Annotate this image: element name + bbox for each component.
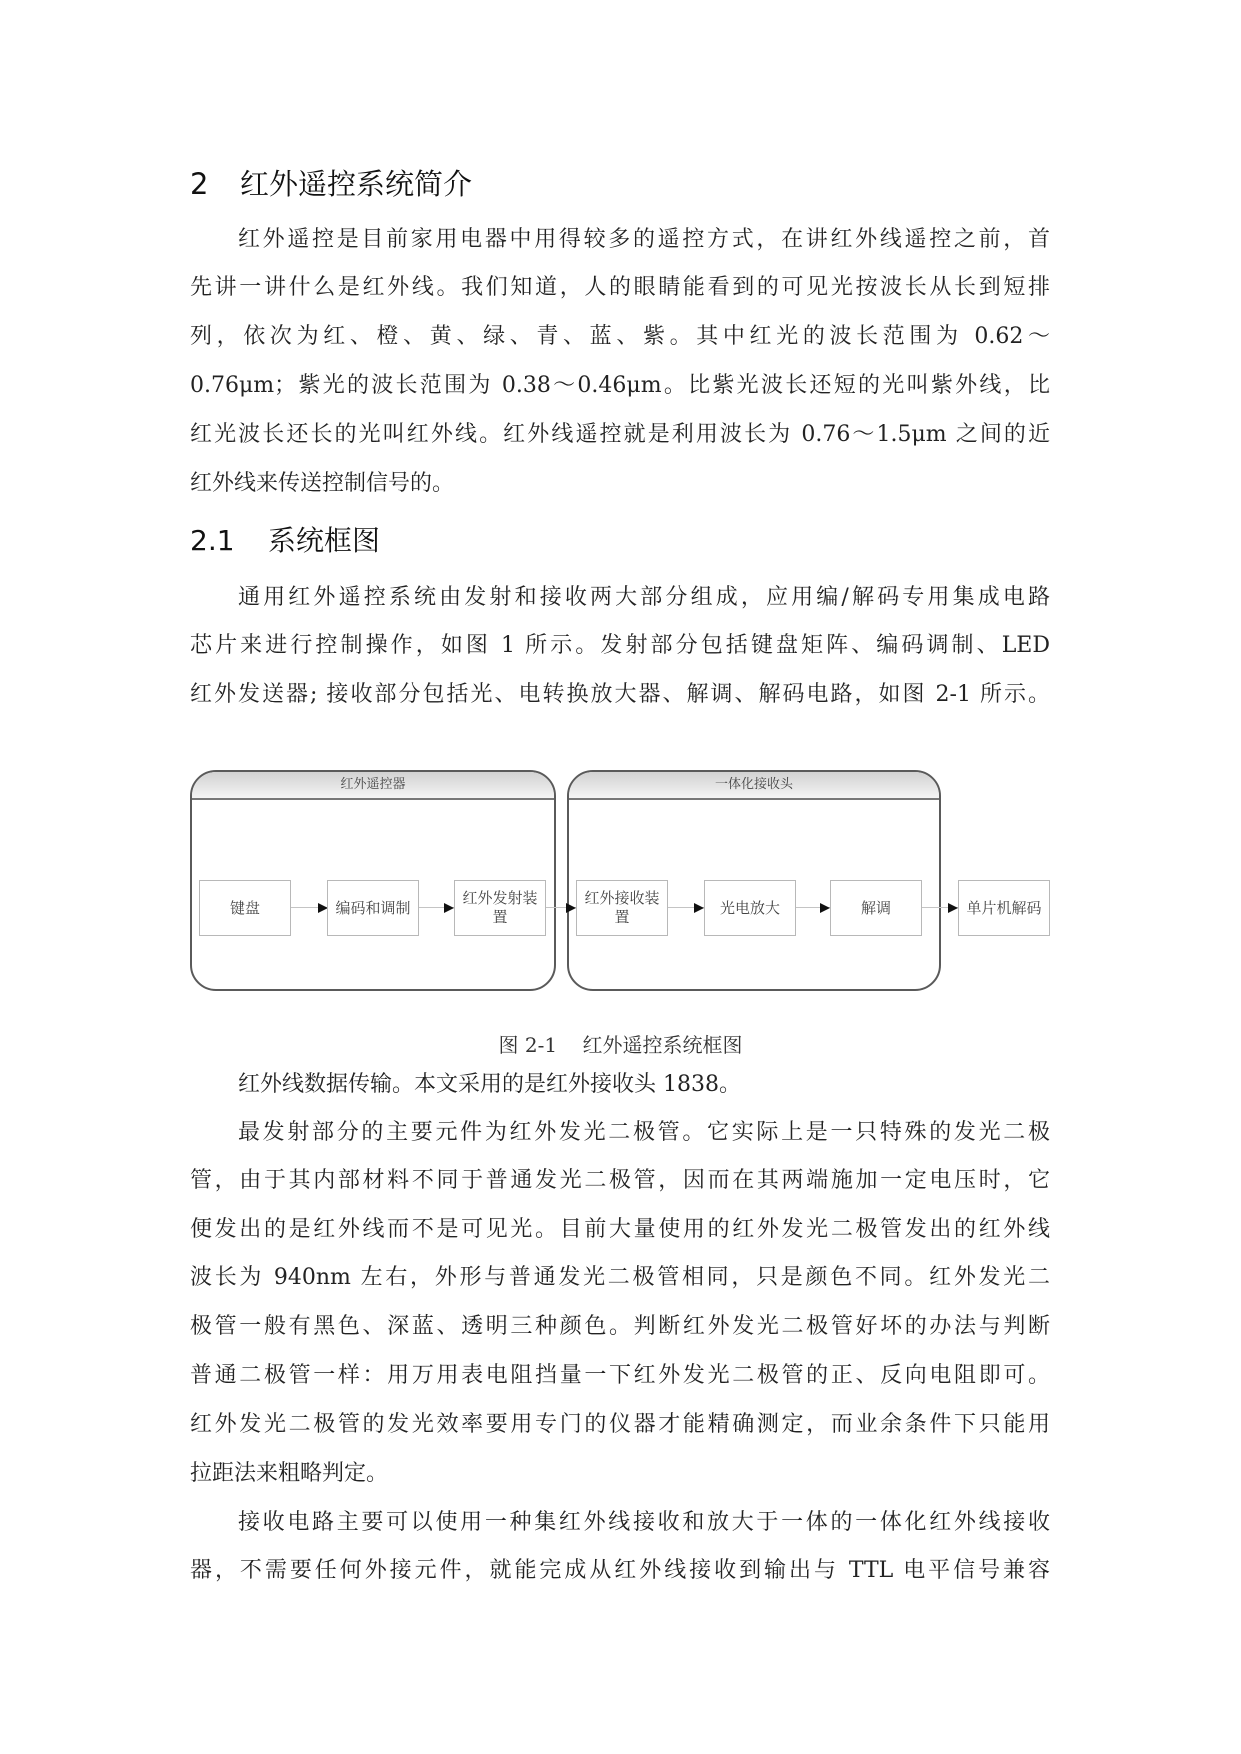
block-demodulate: 解调 [830, 880, 922, 936]
paragraph-line: 拉距法来粗略判定。 [190, 1461, 389, 1486]
block-ir-transmitter: 红外发射装置 [454, 880, 546, 936]
block-mcu-decode: 单片机解码 [958, 880, 1050, 936]
paragraph-line: 红外发光二极管的发光效率要用专门的仪器才能精确测定，而业余条件下只能用 [190, 1412, 1050, 1437]
subsection-heading [190, 521, 380, 561]
section-number: 2 [190, 167, 209, 201]
paragraph-line: 红外发送器; 接收部分包括光、电转换放大器、解调、解码电路，如图 2-1 所示。 [190, 682, 1050, 707]
subsection-number: 2.1 [190, 524, 235, 557]
block-encode-modulate: 编码和调制 [327, 880, 419, 936]
paragraph-line: 芯片来进行控制操作，如图 1 所示。发射部分包括键盘矩阵、编码调制、LED [190, 633, 1050, 658]
paragraph-line: 红光波长还长的光叫红外线。红外线遥控就是利用波长为 0.76～1.5μm 之间的近 [190, 422, 1050, 447]
group-title: 红外遥控器 [192, 772, 554, 800]
paragraph-line: 普通二极管一样：用万用表电阻挡量一下红外发光二极管的正、反向电阻即可。 [190, 1363, 1050, 1388]
paragraph-line: 便发出的是红外线而不是可见光。目前大量使用的红外发光二极管发出的红外线 [190, 1217, 1050, 1242]
arrow-head-icon [948, 903, 958, 913]
paragraph-line: 红外线数据传输。本文采用的是红外接收头 1838。 [238, 1072, 741, 1097]
paragraph-line: 接收电路主要可以使用一种集红外线接收和放大于一体的一体化红外线接收 [238, 1510, 1050, 1535]
subsection-title: 系统框图 [268, 524, 381, 557]
paragraph-line: 0.76μm；紫光的波长范围为 0.38～0.46μm。比紫光波长还短的光叫紫外线，比 [190, 373, 1050, 398]
paragraph-line: 器，不需要任何外接元件，就能完成从红外线接收到输出与 TTL 电平信号兼容 [190, 1558, 1050, 1583]
group-title: 一体化接收头 [569, 772, 939, 800]
paragraph-line: 管，由于其内部材料不同于普通发光二极管，因而在其两端施加一定电压时，它 [190, 1168, 1050, 1193]
paragraph-line: 极管一般有黑色、深蓝、透明三种颜色。判断红外发光二极管好坏的办法与判断 [190, 1314, 1050, 1339]
paragraph-line: 通用红外遥控系统由发射和接收两大部分组成，应用编/解码专用集成电路 [238, 585, 1050, 610]
section-heading [190, 164, 472, 204]
paragraph-line: 列，依次为红、橙、黄、绿、青、蓝、紫。其中红光的波长范围为 0.62～ [190, 324, 1050, 349]
paragraph-line: 最发射部分的主要元件为红外发光二极管。它实际上是一只特殊的发光二极 [238, 1120, 1050, 1145]
paragraph-line: 红外遥控是目前家用电器中用得较多的遥控方式，在讲红外线遥控之前，首 [238, 227, 1050, 252]
section-title: 红外遥控系统简介 [240, 167, 473, 201]
block-ir-receiver: 红外接收装置 [576, 880, 668, 936]
figure-caption: 图 2-1 红外遥控系统框图 [498, 1033, 743, 1057]
paragraph-line: 红外线来传送控制信号的。 [190, 471, 455, 496]
block-photo-amplifier: 光电放大 [704, 880, 796, 936]
paragraph-line: 波长为 940nm 左右，外形与普通发光二极管相同，只是颜色不同。红外发光二 [190, 1265, 1050, 1290]
paragraph-line: 先讲一讲什么是红外线。我们知道，人的眼睛能看到的可见光按波长从长到短排 [190, 275, 1050, 300]
block-keyboard: 键盘 [199, 880, 291, 936]
